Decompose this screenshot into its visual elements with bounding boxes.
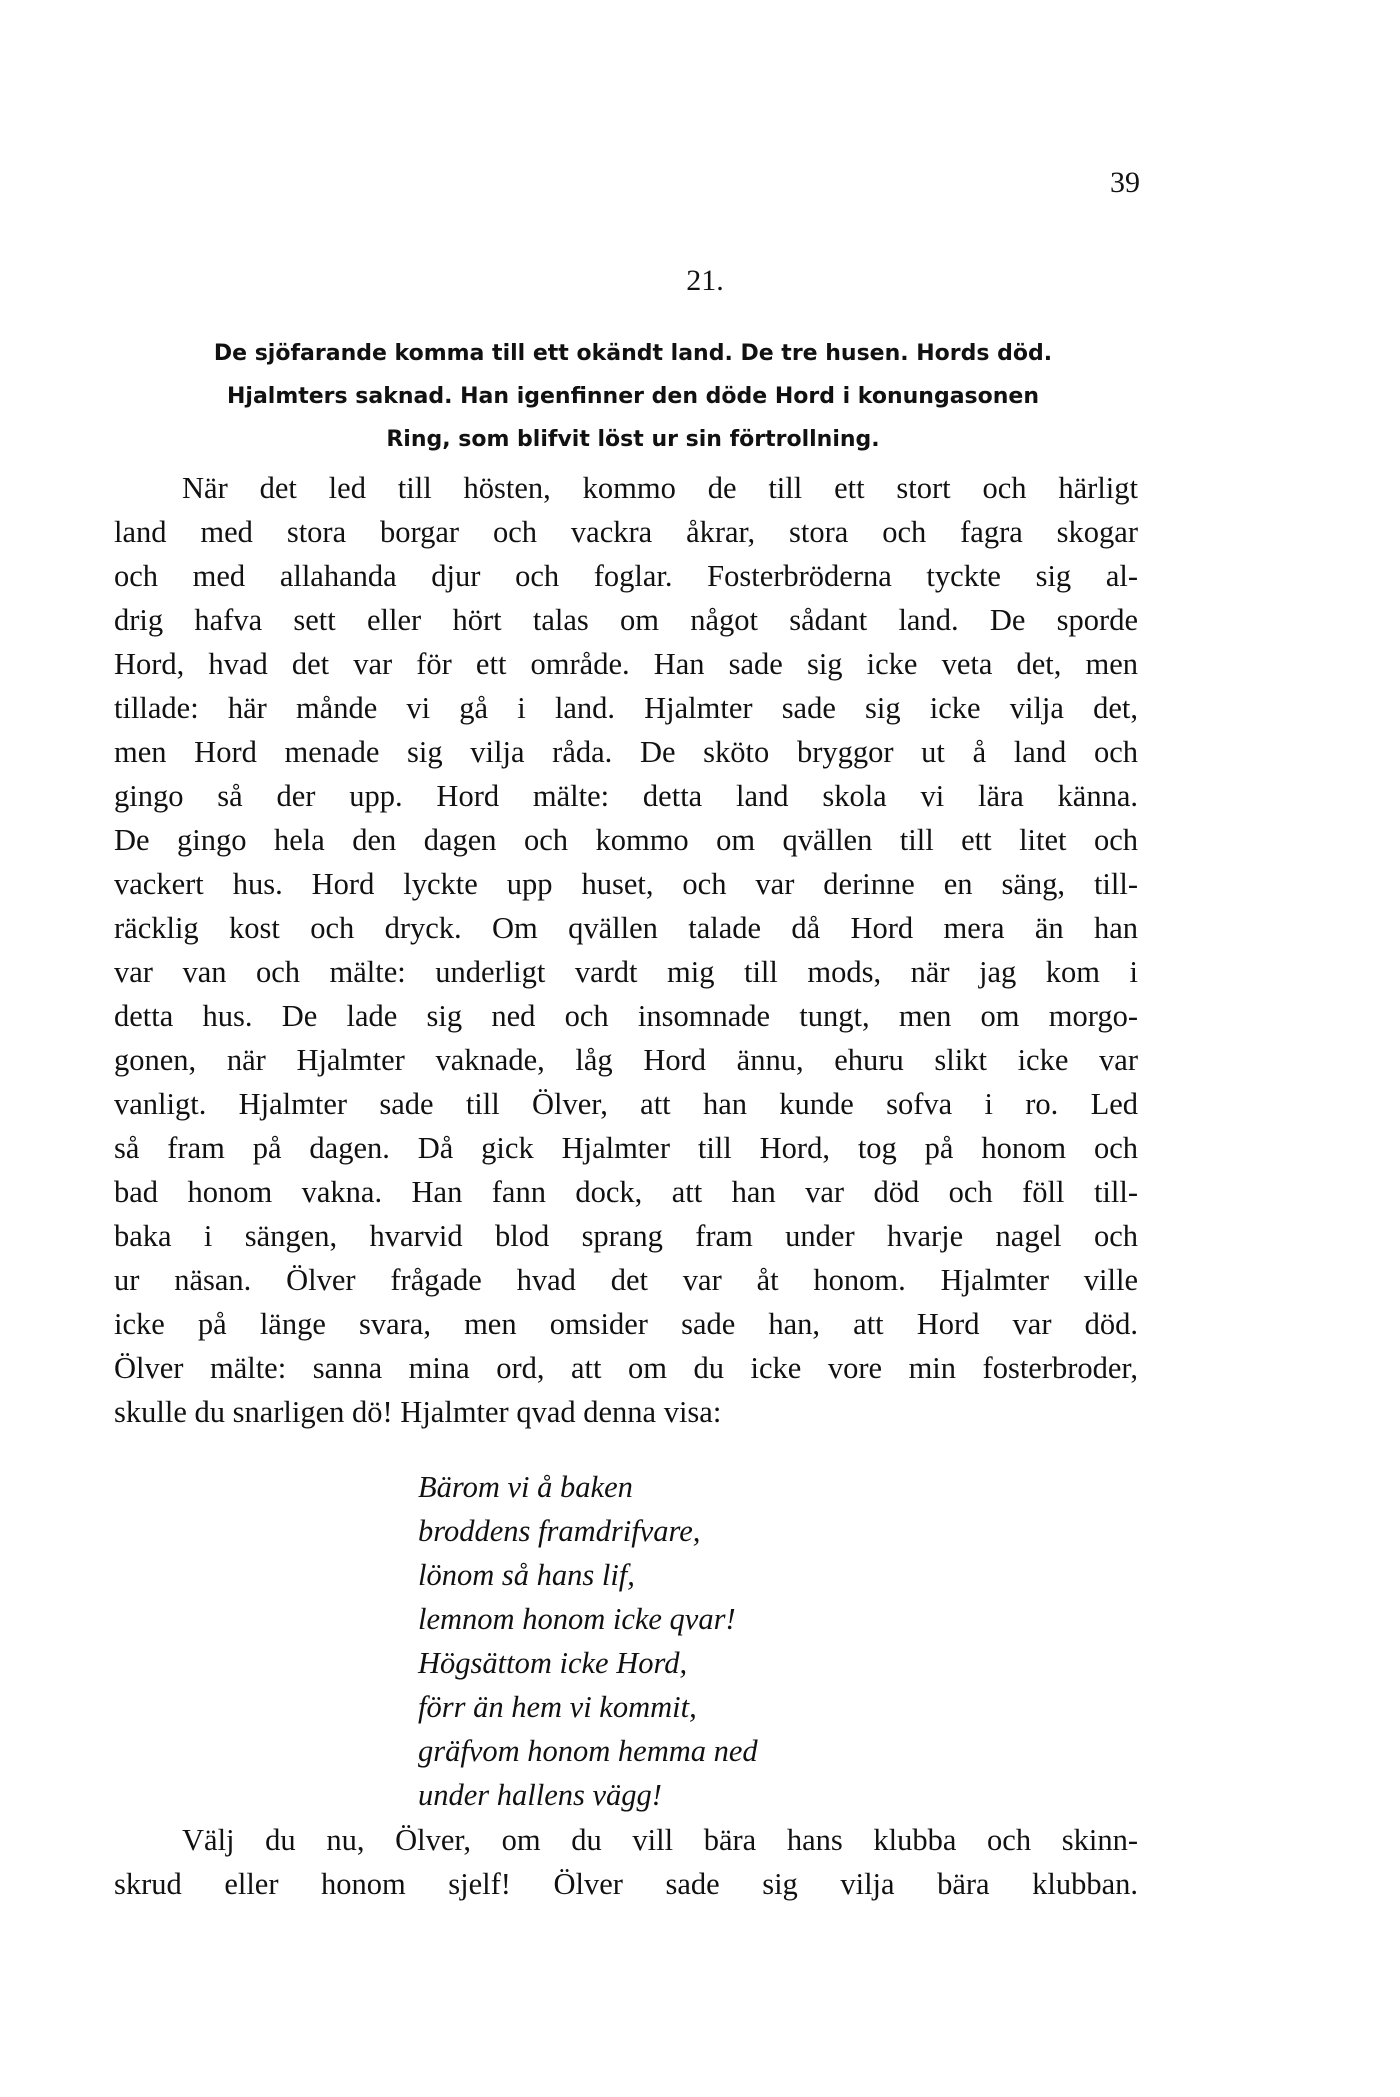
text-line: land med stora borgar och vackra åkrar, stora och fagra skogar	[114, 515, 1138, 549]
text-line: skulle du snarligen dö! Hjalmter qvad denna visa:	[114, 1395, 722, 1429]
text-line: räcklig kost och dryck. Om qvällen talade då Hord mera än han	[114, 911, 1138, 945]
text-line: När det led till hösten, kommo de till ett stort och härligt	[182, 471, 1138, 505]
poem-line: gräfvom honom hemma ned	[418, 1734, 758, 1768]
text-line: var van och mälte: underligt vardt mig till mods, när jag kom i	[114, 955, 1138, 989]
text-line: så fram på dagen. Då gick Hjalmter till Hord, tog på honom och	[114, 1131, 1138, 1165]
text-line: De gingo hela den dagen och kommo om qvällen till ett litet och	[114, 823, 1138, 857]
summary-line: De sjöfarande komma till ett okändt land. De tre husen. Hords död.	[213, 341, 1053, 366]
chapter-number: 21.	[686, 264, 724, 297]
text-line: Välj du nu, Ölver, om du vill bära hans klubba och skinn-	[182, 1823, 1138, 1857]
poem-line: förr än hem vi kommit,	[418, 1690, 697, 1724]
poem-line: under hallens vägg!	[418, 1778, 662, 1812]
poem-line: Bärom vi å baken	[418, 1470, 633, 1504]
page-number: 39	[1110, 166, 1140, 199]
text-line: icke på länge svara, men omsider sade han, att Hord var död.	[114, 1307, 1138, 1341]
text-line: gingo så der upp. Hord mälte: detta land skola vi lära känna.	[114, 779, 1138, 813]
body-paragraph	[114, 466, 1138, 1434]
poem-line: lönom så hans lif,	[418, 1558, 635, 1592]
text-line: men Hord menade sig vilja råda. De sköto bryggor ut å land och	[114, 735, 1138, 769]
summary-line: Ring, som blifvit löst ur sin förtrollning.	[386, 427, 880, 452]
text-line: vackert hus. Hord lyckte upp huset, och var derinne en säng, till-	[114, 867, 1138, 901]
text-line: och med allahanda djur och foglar. Fosterbröderna tyckte sig al-	[114, 559, 1138, 593]
text-line: Hord, hvad det var för ett område. Han sade sig icke veta det, men	[114, 647, 1138, 681]
text-line: drig hafva sett eller hört talas om något sådant land. De sporde	[114, 603, 1138, 637]
chapter-summary	[118, 332, 1148, 461]
poem-line: Högsättom icke Hord,	[418, 1646, 688, 1680]
poem-line: broddens framdrifvare,	[418, 1514, 701, 1548]
text-line: Ölver mälte: sanna mina ord, att om du icke vore min fosterbroder,	[114, 1351, 1138, 1385]
text-line: gonen, när Hjalmter vaknade, låg Hord ännu, ehuru slikt icke var	[114, 1043, 1138, 1077]
text-line: tillade: här månde vi gå i land. Hjalmter sade sig icke vilja det,	[114, 691, 1138, 725]
text-line: detta hus. De lade sig ned och insomnade tungt, men om morgo-	[114, 999, 1138, 1033]
poem-line: lemnom honom icke qvar!	[418, 1602, 736, 1636]
text-line: skrud eller honom sjelf! Ölver sade sig vilja bära klubban.	[114, 1867, 1138, 1901]
text-line: ur näsan. Ölver frågade hvad det var åt honom. Hjalmter ville	[114, 1263, 1138, 1297]
summary-line: Hjalmters saknad. Han igenfinner den döde Hord i konungasonen	[226, 384, 1039, 409]
text-line: bad honom vakna. Han fann dock, att han var död och föll till-	[114, 1175, 1138, 1209]
text-line: vanligt. Hjalmter sade till Ölver, att han kunde sofva i ro. Led	[114, 1087, 1138, 1121]
poem-verse	[418, 1465, 918, 1817]
closing-paragraph	[114, 1818, 1138, 1906]
text-line: baka i sängen, hvarvid blod sprang fram under hvarje nagel och	[114, 1219, 1138, 1253]
